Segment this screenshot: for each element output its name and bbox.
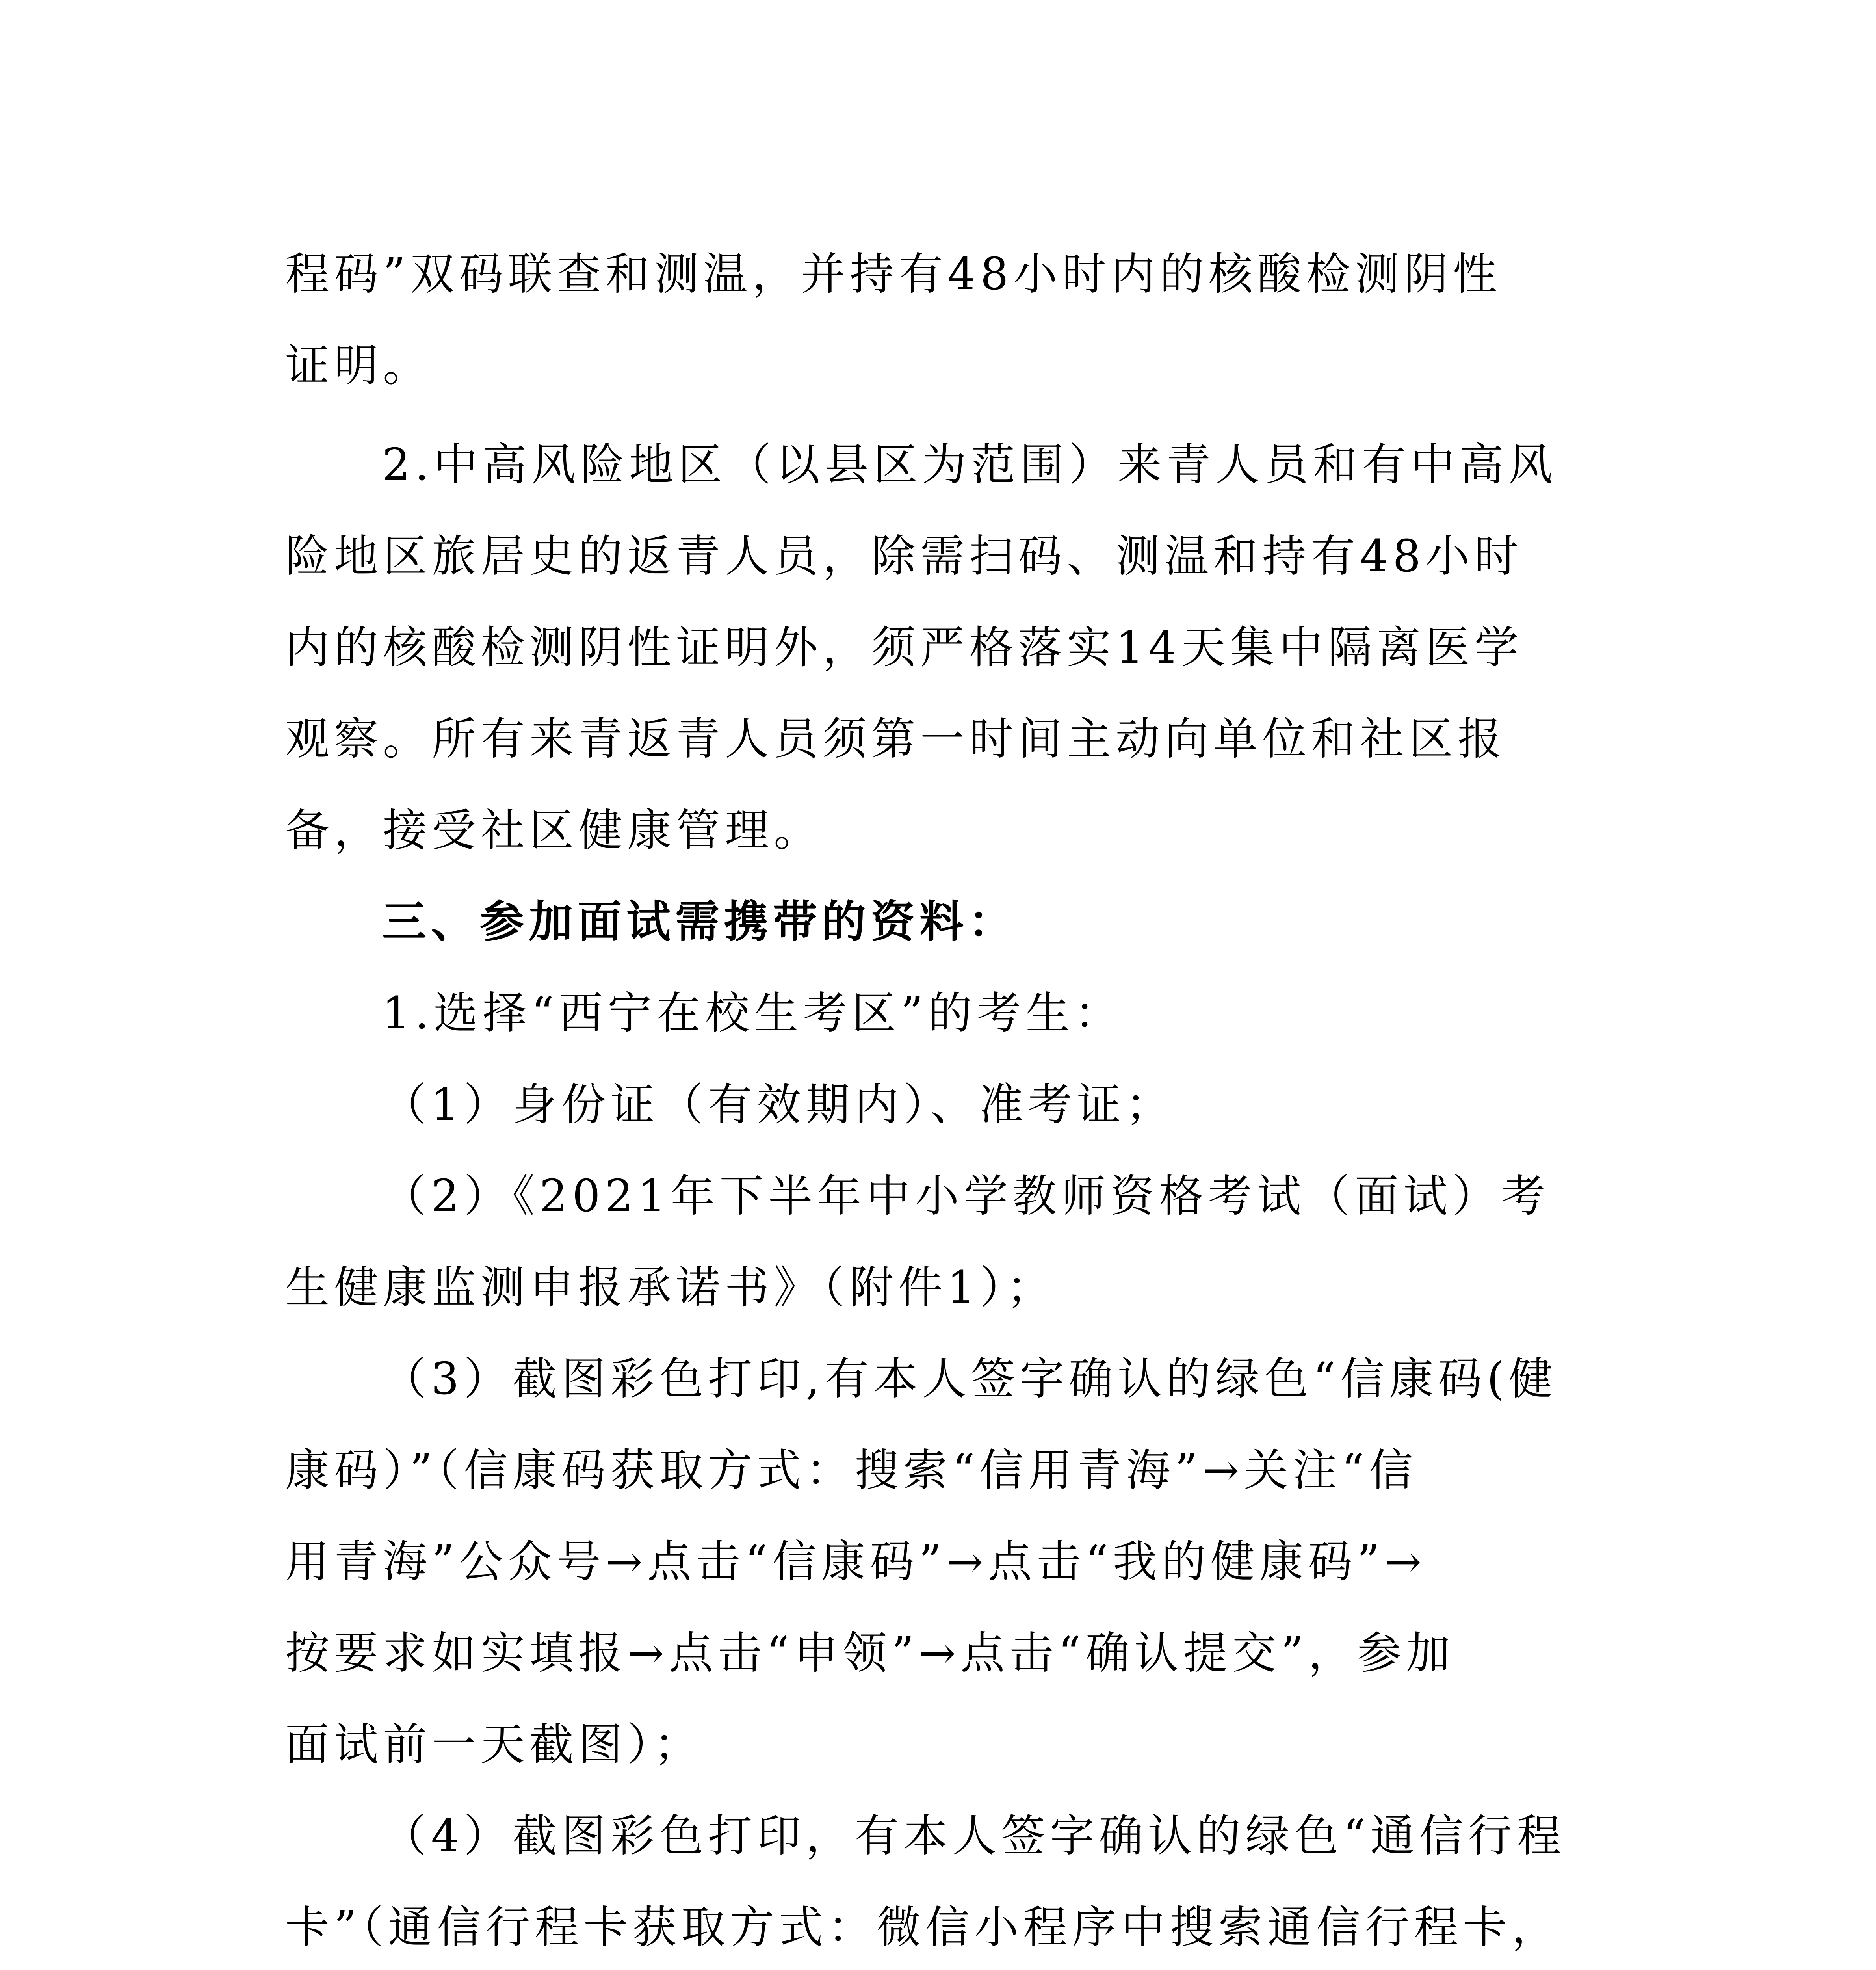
paragraph-line: 按要求如实填报→点击“申领”→点击“确认提交”，参加 — [285, 1628, 1455, 1679]
paragraph-line: 用青海”公众号→点击“信康码”→点击“我的健康码”→ — [285, 1536, 1426, 1587]
paragraph-line: 2.中高风险地区（以县区为范围）来青人员和有中高风 — [382, 439, 1557, 491]
section-heading: 三、参加面试需携带的资料： — [382, 896, 1017, 948]
paragraph-line: 证明。 — [285, 340, 432, 391]
list-item: （1）身份证（有效期内）、准考证； — [382, 1079, 1175, 1130]
subsection-heading: 1.选择“西宁在校生考区”的考生： — [382, 988, 1124, 1039]
document-body — [285, 229, 1609, 1970]
paragraph-line: 备，接受社区健康管理。 — [285, 805, 823, 856]
paragraph-line: 卡”（通信行程卡获取方式：微信小程序中搜索通信行程卡， — [285, 1902, 1561, 1953]
paragraph-line: 内的核酸检测阴性证明外，须严格落实14天集中隔离医学 — [285, 622, 1523, 673]
paragraph-line: 生健康监测申报承诺书》（附件1）； — [285, 1262, 1056, 1313]
paragraph-line: 险地区旅居史的返青人员，除需扫码、测温和持有48小时 — [285, 531, 1523, 582]
paragraph-line: 程码”双码联查和测温，并持有48小时内的核酸检测阴性 — [285, 249, 1502, 300]
list-item: （2）《2021年下半年中小学教师资格考试（面试）考 — [382, 1171, 1550, 1222]
list-item: （3）截图彩色打印,有本人签字确认的绿色“信康码(健 — [382, 1353, 1558, 1405]
list-item: （4）截图彩色打印，有本人签字确认的绿色“通信行程 — [382, 1810, 1566, 1862]
paragraph-line: 面试前一天截图）； — [285, 1719, 703, 1770]
paragraph-line: 观察。所有来青返青人员须第一时间主动向单位和社区报 — [285, 714, 1506, 765]
paragraph-line: 康码）”（信康码获取方式：搜索“信用青海”→关注“信 — [285, 1445, 1418, 1496]
